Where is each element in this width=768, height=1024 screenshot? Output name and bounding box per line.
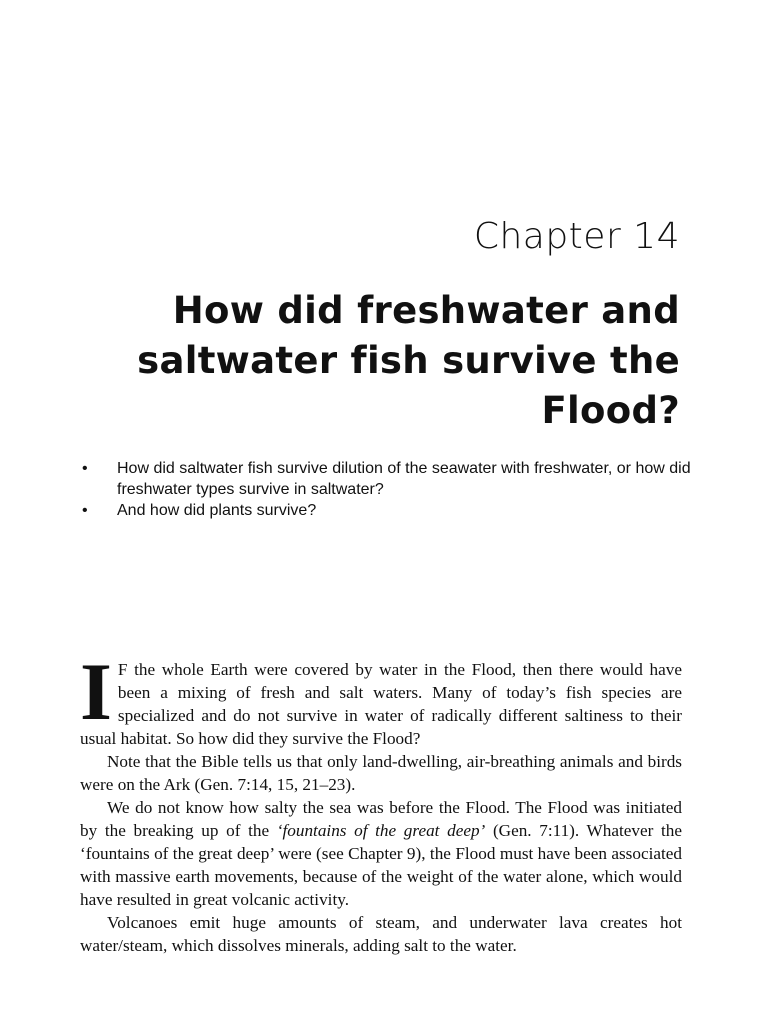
chapter-title (80, 286, 680, 436)
list-item (80, 500, 700, 521)
bullet-icon: • (82, 460, 88, 477)
chapter-number: Chapter 14 (473, 216, 680, 257)
italic-quote: ‘fountains of the great deep’ (276, 821, 486, 840)
paragraph-text: (Gen. 7:11). Whatever the ‘fountains of the great deep’ were (see Chapter 9), the Flood must have been associated with massive earth movements, because of the weight of the water alone, which would have resulted in great volcanic activity. (80, 821, 682, 909)
chapter-title-line: saltwater fish survive the (137, 339, 680, 382)
paragraph-text: We do not know how salty the sea was before the Flood. The Flood was initiated by the breaking up of the (80, 798, 682, 840)
paragraph (80, 796, 682, 911)
drop-cap: I (80, 646, 112, 737)
paragraph: Note that the Bible tells us that only land-dwelling, air-breathing animals and birds were on the Ark (Gen. 7:14, 15, 21–23). (80, 752, 682, 794)
question-text: And how did plants survive? (117, 502, 317, 519)
paragraph (80, 646, 682, 750)
body-text (80, 646, 682, 957)
chapter-questions-list (80, 458, 700, 521)
first-word-rest: F (117, 660, 128, 679)
question-text: How did saltwater fish survive dilution of the seawater with freshwater, or how did freshwater types survive in saltwater? (117, 460, 691, 498)
paragraph: Volcanoes emit huge amounts of steam, and underwater lava creates hot water/steam, which dissolves minerals, adding salt to the water. (80, 913, 682, 955)
bullet-icon: • (82, 502, 88, 519)
chapter-title-line: Flood? (541, 389, 680, 432)
chapter-title-line: How did freshwater and (172, 289, 680, 332)
paragraph-text: the whole Earth were covered by water in the Flood, then there would have been a mixing of fresh and salt waters. Many of today’s fish species are specialized and do not survive in water of radically different saltiness to their usual habitat. So how did they survive the Flood? (80, 660, 682, 748)
list-item (80, 458, 700, 500)
